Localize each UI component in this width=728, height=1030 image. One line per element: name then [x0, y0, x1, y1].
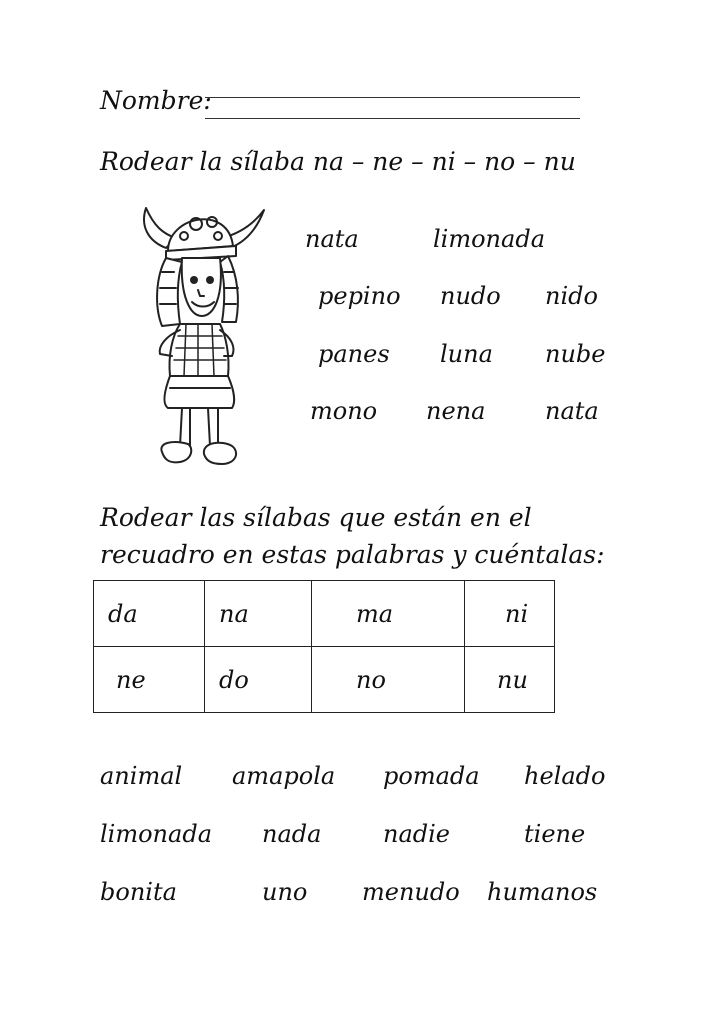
s2-word-animal: animal [100, 762, 183, 790]
s2-word-tiene: tiene [524, 820, 586, 848]
syllable-cell: ne [94, 647, 205, 713]
viking-girl-illustration [118, 196, 278, 481]
s1-word-limonada: limonada [433, 225, 545, 253]
s1-word-pepino: pepino [318, 282, 401, 310]
s1-word-nena: nena [426, 397, 486, 425]
s2-word-bonita: bonita [100, 878, 177, 906]
section2-instruction-line1: Rodear las sílabas que están en el [100, 503, 532, 532]
syllable-cell: da [94, 581, 205, 647]
s1-word-nata-2: nata [545, 397, 599, 425]
name-line-top [205, 97, 580, 98]
name-label: Nombre: [100, 86, 212, 115]
s2-word-humanos: humanos [487, 878, 598, 906]
table-row [94, 647, 555, 713]
section2-instruction-line2: recuadro en estas palabras y cuéntalas: [100, 540, 605, 569]
syllable-cell: na [205, 581, 312, 647]
s2-word-amapola: amapola [232, 762, 336, 790]
s2-word-nadie: nadie [383, 820, 451, 848]
syllable-cell: do [205, 647, 312, 713]
s1-word-nata: nata [305, 225, 359, 253]
s1-word-nudo: nudo [440, 282, 501, 310]
name-line-bottom[interactable] [205, 118, 580, 119]
syllable-cell: ni [465, 581, 555, 647]
s1-word-luna: luna [440, 340, 493, 368]
section1-instruction: Rodear la sílaba na – ne – ni – no – nu [100, 147, 576, 176]
s2-word-helado: helado [524, 762, 606, 790]
syllable-cell: ma [312, 581, 465, 647]
s2-word-menudo: menudo [362, 878, 460, 906]
s1-word-panes: panes [318, 340, 390, 368]
s2-word-uno: uno [262, 878, 308, 906]
s2-word-nada: nada [262, 820, 322, 848]
s1-word-nube: nube [545, 340, 606, 368]
table-row [94, 581, 555, 647]
s2-word-pomada: pomada [383, 762, 480, 790]
syllable-cell: no [312, 647, 465, 713]
s2-word-limonada: limonada [100, 820, 212, 848]
s1-word-nido: nido [545, 282, 598, 310]
syllable-cell: nu [465, 647, 555, 713]
s1-word-mono: mono [310, 397, 378, 425]
syllable-table [93, 580, 555, 713]
